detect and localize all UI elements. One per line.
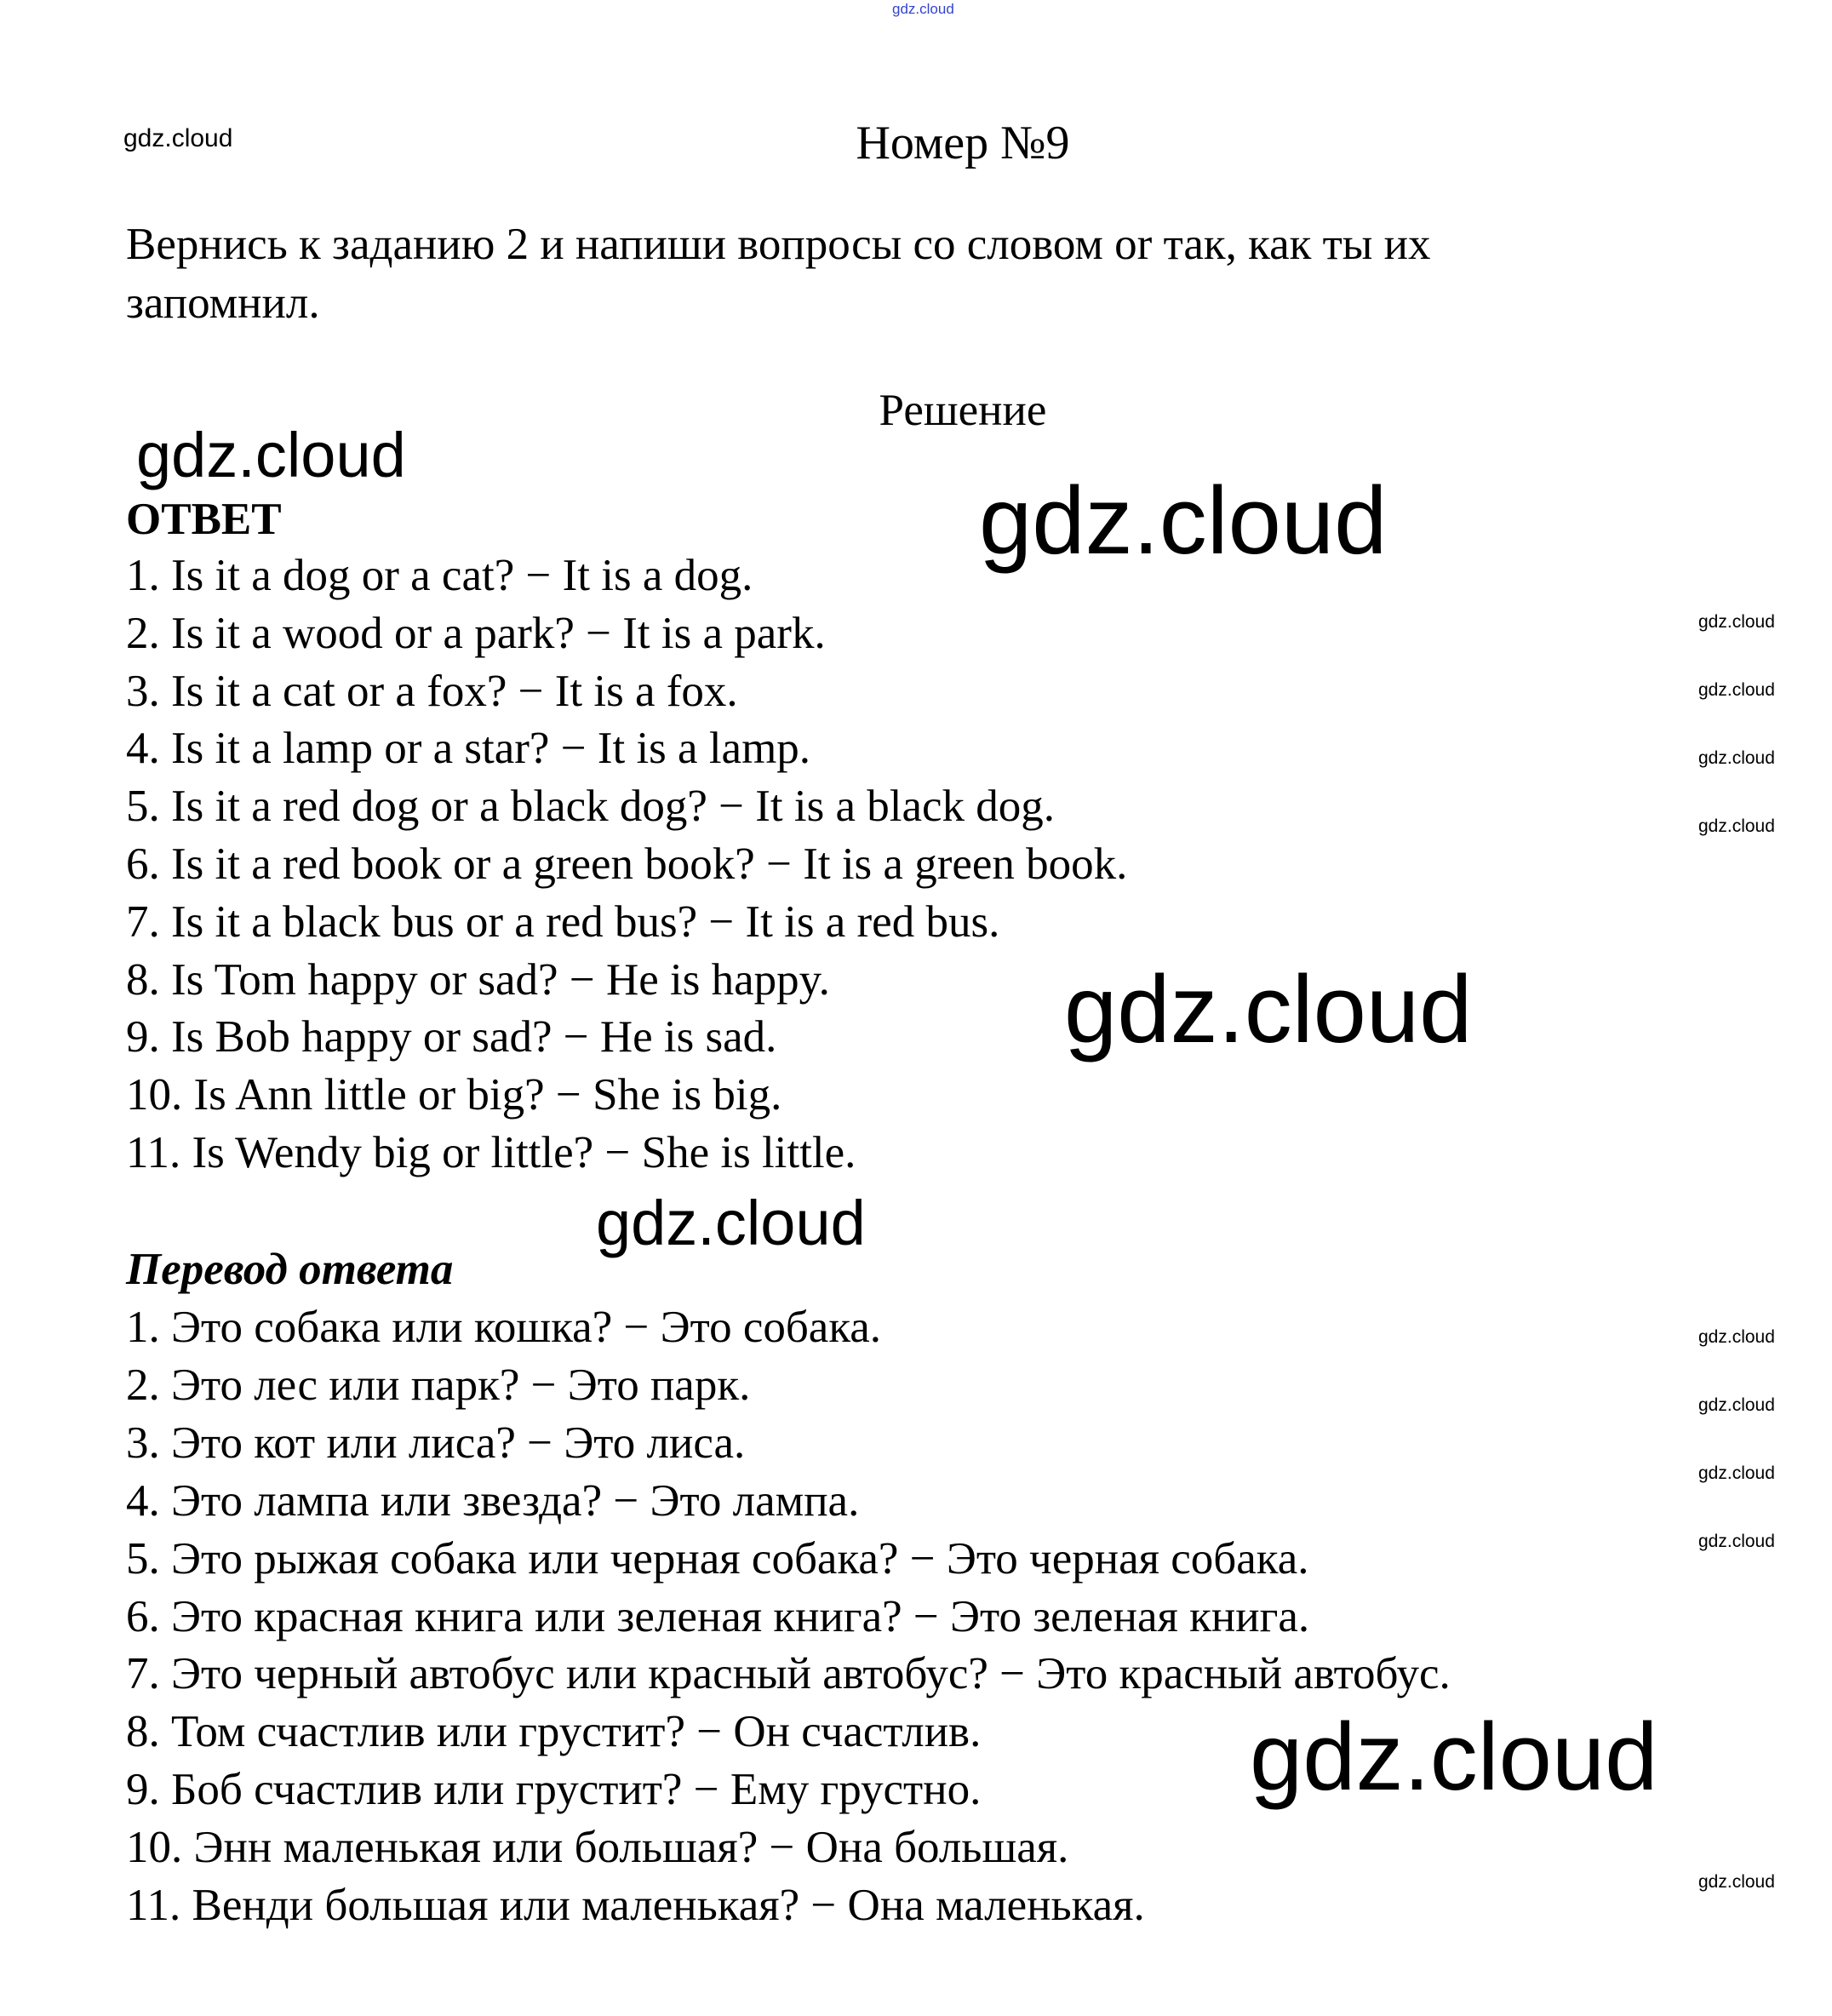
translation-heading: Перевод ответа: [126, 1245, 454, 1294]
watermark-small: gdz.cloud: [1698, 1327, 1775, 1347]
answer-line: 7. Is it a black bus or a red bus? − It is a red bus.: [126, 896, 1000, 947]
watermark-small: gdz.cloud: [1698, 816, 1775, 836]
answer-line: 5. Is it a red dog or a black dog? − It is a black dog.: [126, 782, 1056, 832]
answer-line: 11. Is Wendy big or little? − She is little.: [126, 1128, 856, 1177]
answer-line: 2. Is it a wood or a park? − It is a park.: [126, 608, 826, 658]
translation-line: 8. Том счастлив или грустит? − Он счастлив.: [126, 1707, 982, 1757]
watermark-small: gdz.cloud: [1698, 1532, 1775, 1551]
translation-line: 6. Это красная книга или зеленая книга? − Это зеленая книга.: [126, 1591, 1310, 1641]
task-text-line-1: Вернись к заданию 2 и напиши вопросы со словом or так, как ты их: [126, 220, 1431, 269]
watermark: gdz.cloud: [136, 420, 406, 490]
translation-line: 2. Это лес или парк? − Это парк.: [126, 1360, 751, 1410]
translation-line: 11. Венди большая или маленькая? − Она маленькая.: [126, 1881, 1145, 1930]
answer-line: 4. Is it a lamp or a star? − It is a lamp.: [126, 724, 811, 774]
answer-line: 10. Is Ann little or big? − She is big.: [126, 1070, 782, 1120]
watermark-top: gdz.cloud: [892, 1, 954, 17]
answer-line: 1. Is it a dog or a cat? − It is a dog.: [126, 551, 753, 600]
translation-line: 10. Энн маленькая или большая? − Она большая.: [126, 1823, 1069, 1873]
task-text-line-2: запомнил.: [126, 278, 320, 328]
watermark-small: gdz.cloud: [1698, 748, 1775, 768]
watermark-small: gdz.cloud: [1698, 1872, 1775, 1892]
translation-line: 1. Это собака или кошка? − Это собака.: [126, 1303, 882, 1352]
watermark: gdz.cloud: [1250, 1704, 1658, 1810]
watermark-small: gdz.cloud: [1698, 1395, 1775, 1415]
answer-line: 9. Is Bob happy or sad? − He is sad.: [126, 1012, 777, 1062]
watermark: gdz.cloud: [596, 1188, 866, 1258]
watermark: gdz.cloud: [979, 467, 1388, 574]
watermark: gdz.cloud: [1064, 956, 1473, 1062]
watermark-small: gdz.cloud: [1698, 680, 1775, 700]
translation-line: 3. Это кот или лиса? − Это лиса.: [126, 1418, 746, 1468]
answer-line: 8. Is Tom happy or sad? − He is happy.: [126, 954, 830, 1005]
watermark-logo: gdz.cloud: [123, 124, 233, 152]
translation-line: 4. Это лампа или звезда? − Это лампа.: [126, 1475, 860, 1526]
translation-line: 5. Это рыжая собака или черная собака? − Это черная собака.: [126, 1533, 1309, 1584]
page-title: Номер №9: [856, 117, 1070, 169]
translation-line: 9. Боб счастлив или грустит? − Ему грустно.: [126, 1765, 982, 1815]
solution-label: Решение: [879, 386, 1047, 435]
answer-heading: ОТВЕТ: [126, 495, 282, 544]
translation-line: 7. Это черный автобус или красный автобус? − Это красный автобус.: [126, 1649, 1451, 1699]
watermark-small: gdz.cloud: [1698, 612, 1775, 632]
watermark-small: gdz.cloud: [1698, 1463, 1775, 1483]
answer-line: 3. Is it a cat or a fox? − It is a fox.: [126, 666, 738, 716]
answer-line: 6. Is it a red book or a green book? − It is a green book.: [126, 839, 1128, 889]
